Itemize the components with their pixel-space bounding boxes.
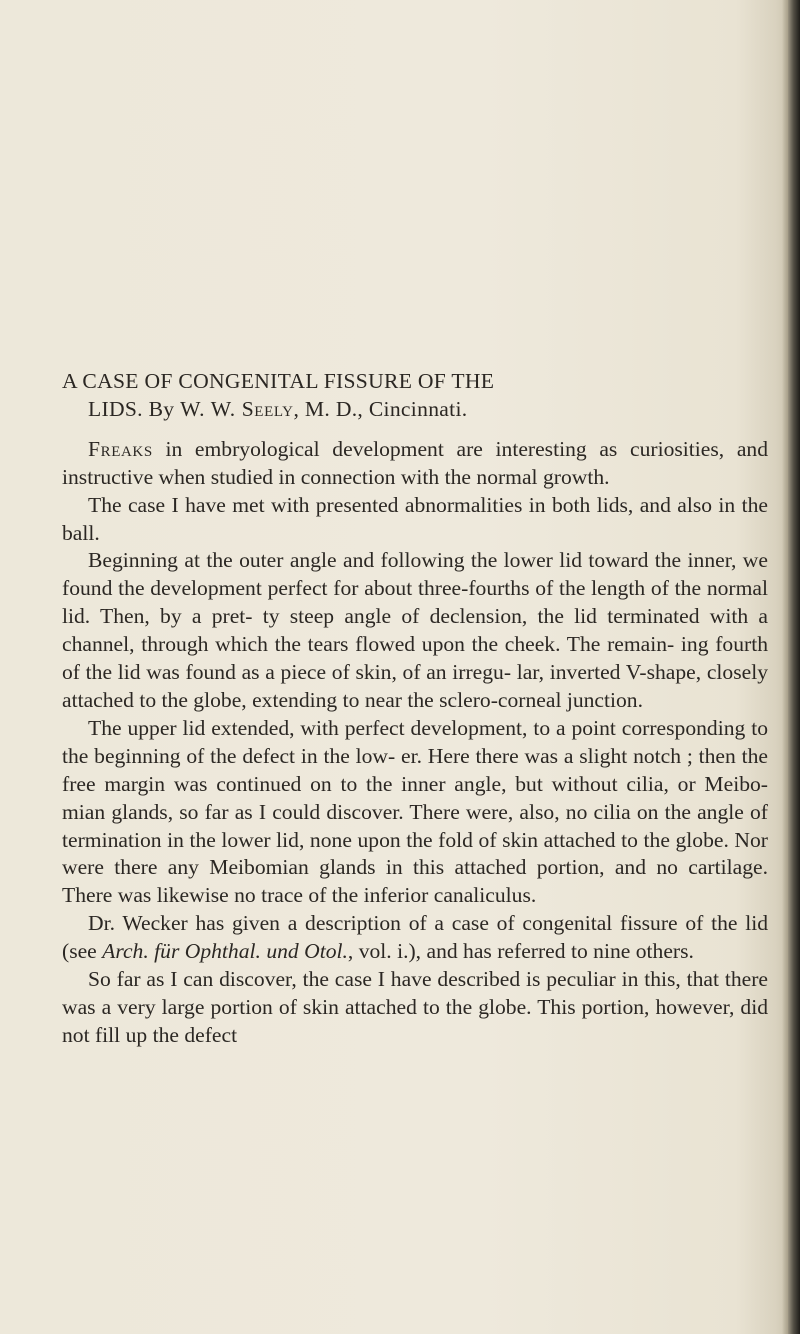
- paragraph-6: So far as I can discover, the case I have described is peculiar in this, that there was a very large portion of skin attached to the globe. This portion, however, did not fill up the defect: [62, 967, 768, 1047]
- paragraph-5-start: Dr. Wecker has given a description of a case of congenital fissure of the lid (see: [62, 911, 768, 964]
- paragraph-2: The case I have met with presented abnormalities in both lids, and also in the ball.: [62, 492, 768, 545]
- paragraph-4: The upper lid extended, with perfect development, to a point corresponding to the beginning of the defect in the low- er. Here there was a slight notch ; then the free margin was continued on to the inner angle, but without cilia, or Meibo- mian glands, so far as I could discover. There were, also, no cilia on the angle of termination in the lower lid, none upon the fold of skin attached to the globe. Nor were there any Meibomian glands in this attached portion, and no cartilage. There was likewise no trace of the inferior canaliculus.: [62, 715, 768, 908]
- paragraph-5-end: , vol. i.), and has referred to nine others.: [347, 939, 694, 964]
- title-prefix: LIDS. By: [88, 396, 181, 421]
- journal-citation: Arch. für Ophthal. und Otol.: [102, 939, 348, 964]
- paragraph-5: [62, 910, 768, 966]
- paragraph-1: [62, 436, 768, 492]
- title-line-1: A CASE OF CONGENITAL FISSURE OF THE: [62, 369, 495, 393]
- lead-word: Freaks: [88, 436, 153, 461]
- author-name: W. W. Seely: [180, 396, 294, 421]
- paragraph-1-text: in embryological development are interesting as curiosities, and instructive when studied in connection with the normal growth.: [62, 436, 768, 489]
- author-affiliation: , M. D., Cincinnati.: [293, 396, 468, 421]
- title-line-2: [62, 396, 768, 424]
- article-body: [62, 368, 768, 1050]
- book-spine-edge: [788, 0, 800, 1334]
- article-title: [62, 368, 768, 424]
- paragraph-3: Beginning at the outer angle and following the lower lid toward the inner, we found the development perfect for about three-fourths of the length of the normal lid. Then, by a pret- ty steep angle of declension, the lid terminated with a channel, through which the tears flowed upon the cheek. The remain- ing fourth of the lid was found as a piece of skin, of an irregu- lar, inverted V-shape, closely attached to the globe, extending to near the sclero-corneal junction.: [62, 548, 768, 712]
